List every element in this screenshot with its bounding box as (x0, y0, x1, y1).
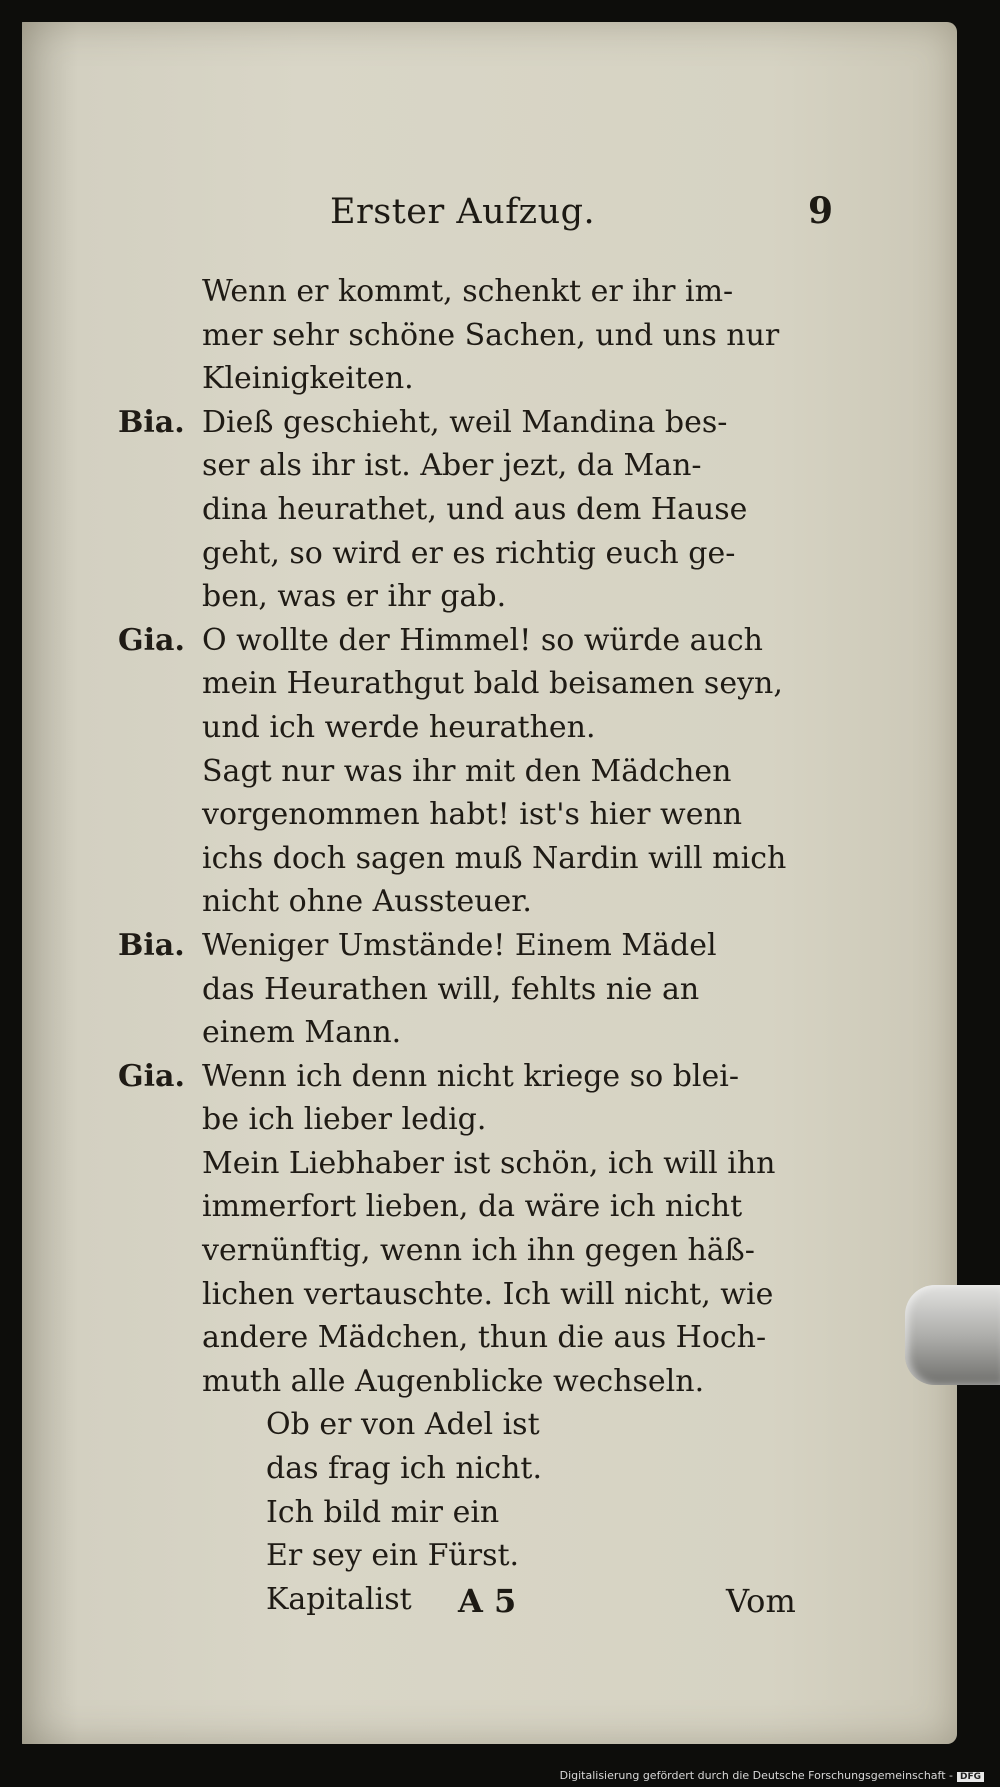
line-text: nicht ohne Aussteuer. (202, 884, 532, 920)
text-line (0, 619, 1000, 663)
line-text: immerfort lieben, da wäre ich nicht (202, 1189, 743, 1225)
text-line (0, 270, 1000, 314)
line-text: Ob er von Adel ist (266, 1407, 540, 1443)
text-line (0, 706, 1000, 750)
speaker-name: Gia. (118, 622, 185, 658)
text-line (0, 880, 1000, 924)
line-text: Mein Liebhaber ist schön, ich will ihn (202, 1145, 776, 1181)
line-text: be ich lieber ledig. (202, 1102, 487, 1138)
line-text: Weniger Umstände! Einem Mädel (202, 927, 717, 963)
text-line (0, 837, 1000, 881)
line-text: Kleinigkeiten. (202, 361, 414, 397)
line-text: das frag ich nicht. (266, 1451, 542, 1487)
speaker-name: Bia. (118, 927, 185, 963)
line-text: und ich werde heurathen. (202, 709, 596, 745)
text-line (0, 575, 1000, 619)
line-text: O wollte der Himmel! so würde auch (202, 622, 763, 658)
text-line (0, 793, 1000, 837)
text-line (0, 1403, 1000, 1447)
line-text: ser als ihr ist. Aber jezt, da Man- (202, 448, 702, 484)
line-text: andere Mädchen, thun die aus Hoch- (202, 1320, 767, 1356)
text-line (0, 1142, 1000, 1186)
line-text: vernünftig, wenn ich ihn gegen häß- (202, 1233, 755, 1269)
text-line (0, 1055, 1000, 1099)
text-line (0, 750, 1000, 794)
text-line (0, 968, 1000, 1012)
page-number: 9 (808, 190, 834, 232)
line-text: muth alle Augenblicke wechseln. (202, 1363, 705, 1399)
line-text: Er sey ein Fürst. (266, 1538, 520, 1574)
line-text: Sagt nur was ihr mit den Mädchen (202, 753, 732, 789)
line-text: mein Heurathgut bald beisamen seyn, (202, 666, 783, 702)
line-text: vorgenommen habt! ist's hier wenn (202, 797, 743, 833)
text-line (0, 1185, 1000, 1229)
text-line (0, 924, 1000, 968)
line-text: dina heurathet, und aus dem Hause (202, 491, 748, 527)
text-line (0, 314, 1000, 358)
speaker-name: Gia. (118, 1058, 185, 1094)
speaker-name: Bia. (118, 404, 185, 440)
line-text: mer sehr schöne Sachen, und uns nur (202, 317, 780, 353)
text-line (0, 1273, 1000, 1317)
line-text: Wenn er kommt, schenkt er ihr im- (202, 274, 734, 309)
text-line (0, 1011, 1000, 1055)
text-line (0, 662, 1000, 706)
line-text: Kapitalist (266, 1581, 412, 1617)
dfg-logo: DFG (957, 1772, 984, 1782)
line-text: Wenn ich denn nicht kriege so blei- (202, 1058, 739, 1094)
text-line (0, 401, 1000, 445)
line-text: einem Mann. (202, 1015, 402, 1051)
text-line (0, 1534, 1000, 1578)
line-text: ichs doch sagen muß Nardin will mich (202, 840, 787, 876)
text-line (0, 1316, 1000, 1360)
line-text: das Heurathen will, fehlts nie an (202, 971, 700, 1007)
text-line (0, 532, 1000, 576)
catchword: Vom (726, 1582, 796, 1620)
running-head: Erster Aufzug. (330, 192, 596, 232)
text-line (0, 1360, 1000, 1404)
line-text: ben, was er ihr gab. (202, 579, 507, 615)
line-text: geht, so wird er es richtig euch ge- (202, 535, 736, 571)
text-line (0, 1098, 1000, 1142)
signature-mark: A 5 (458, 1582, 517, 1620)
text-line (0, 1491, 1000, 1535)
body-text (0, 270, 1000, 1621)
text-line (0, 444, 1000, 488)
text-line (0, 488, 1000, 532)
text-line (0, 357, 1000, 401)
text-line (0, 1447, 1000, 1491)
credit-text: Digitalisierung gefördert durch die Deutsche Forschungsgemeinschaft - (559, 1769, 953, 1782)
line-text: Dieß geschieht, weil Mandina bes- (202, 404, 728, 440)
text-line (0, 1229, 1000, 1273)
digitization-credit (560, 1769, 984, 1782)
line-text: Ich bild mir ein (266, 1494, 500, 1530)
line-text: lichen vertauschte. Ich will nicht, wie (202, 1276, 774, 1312)
